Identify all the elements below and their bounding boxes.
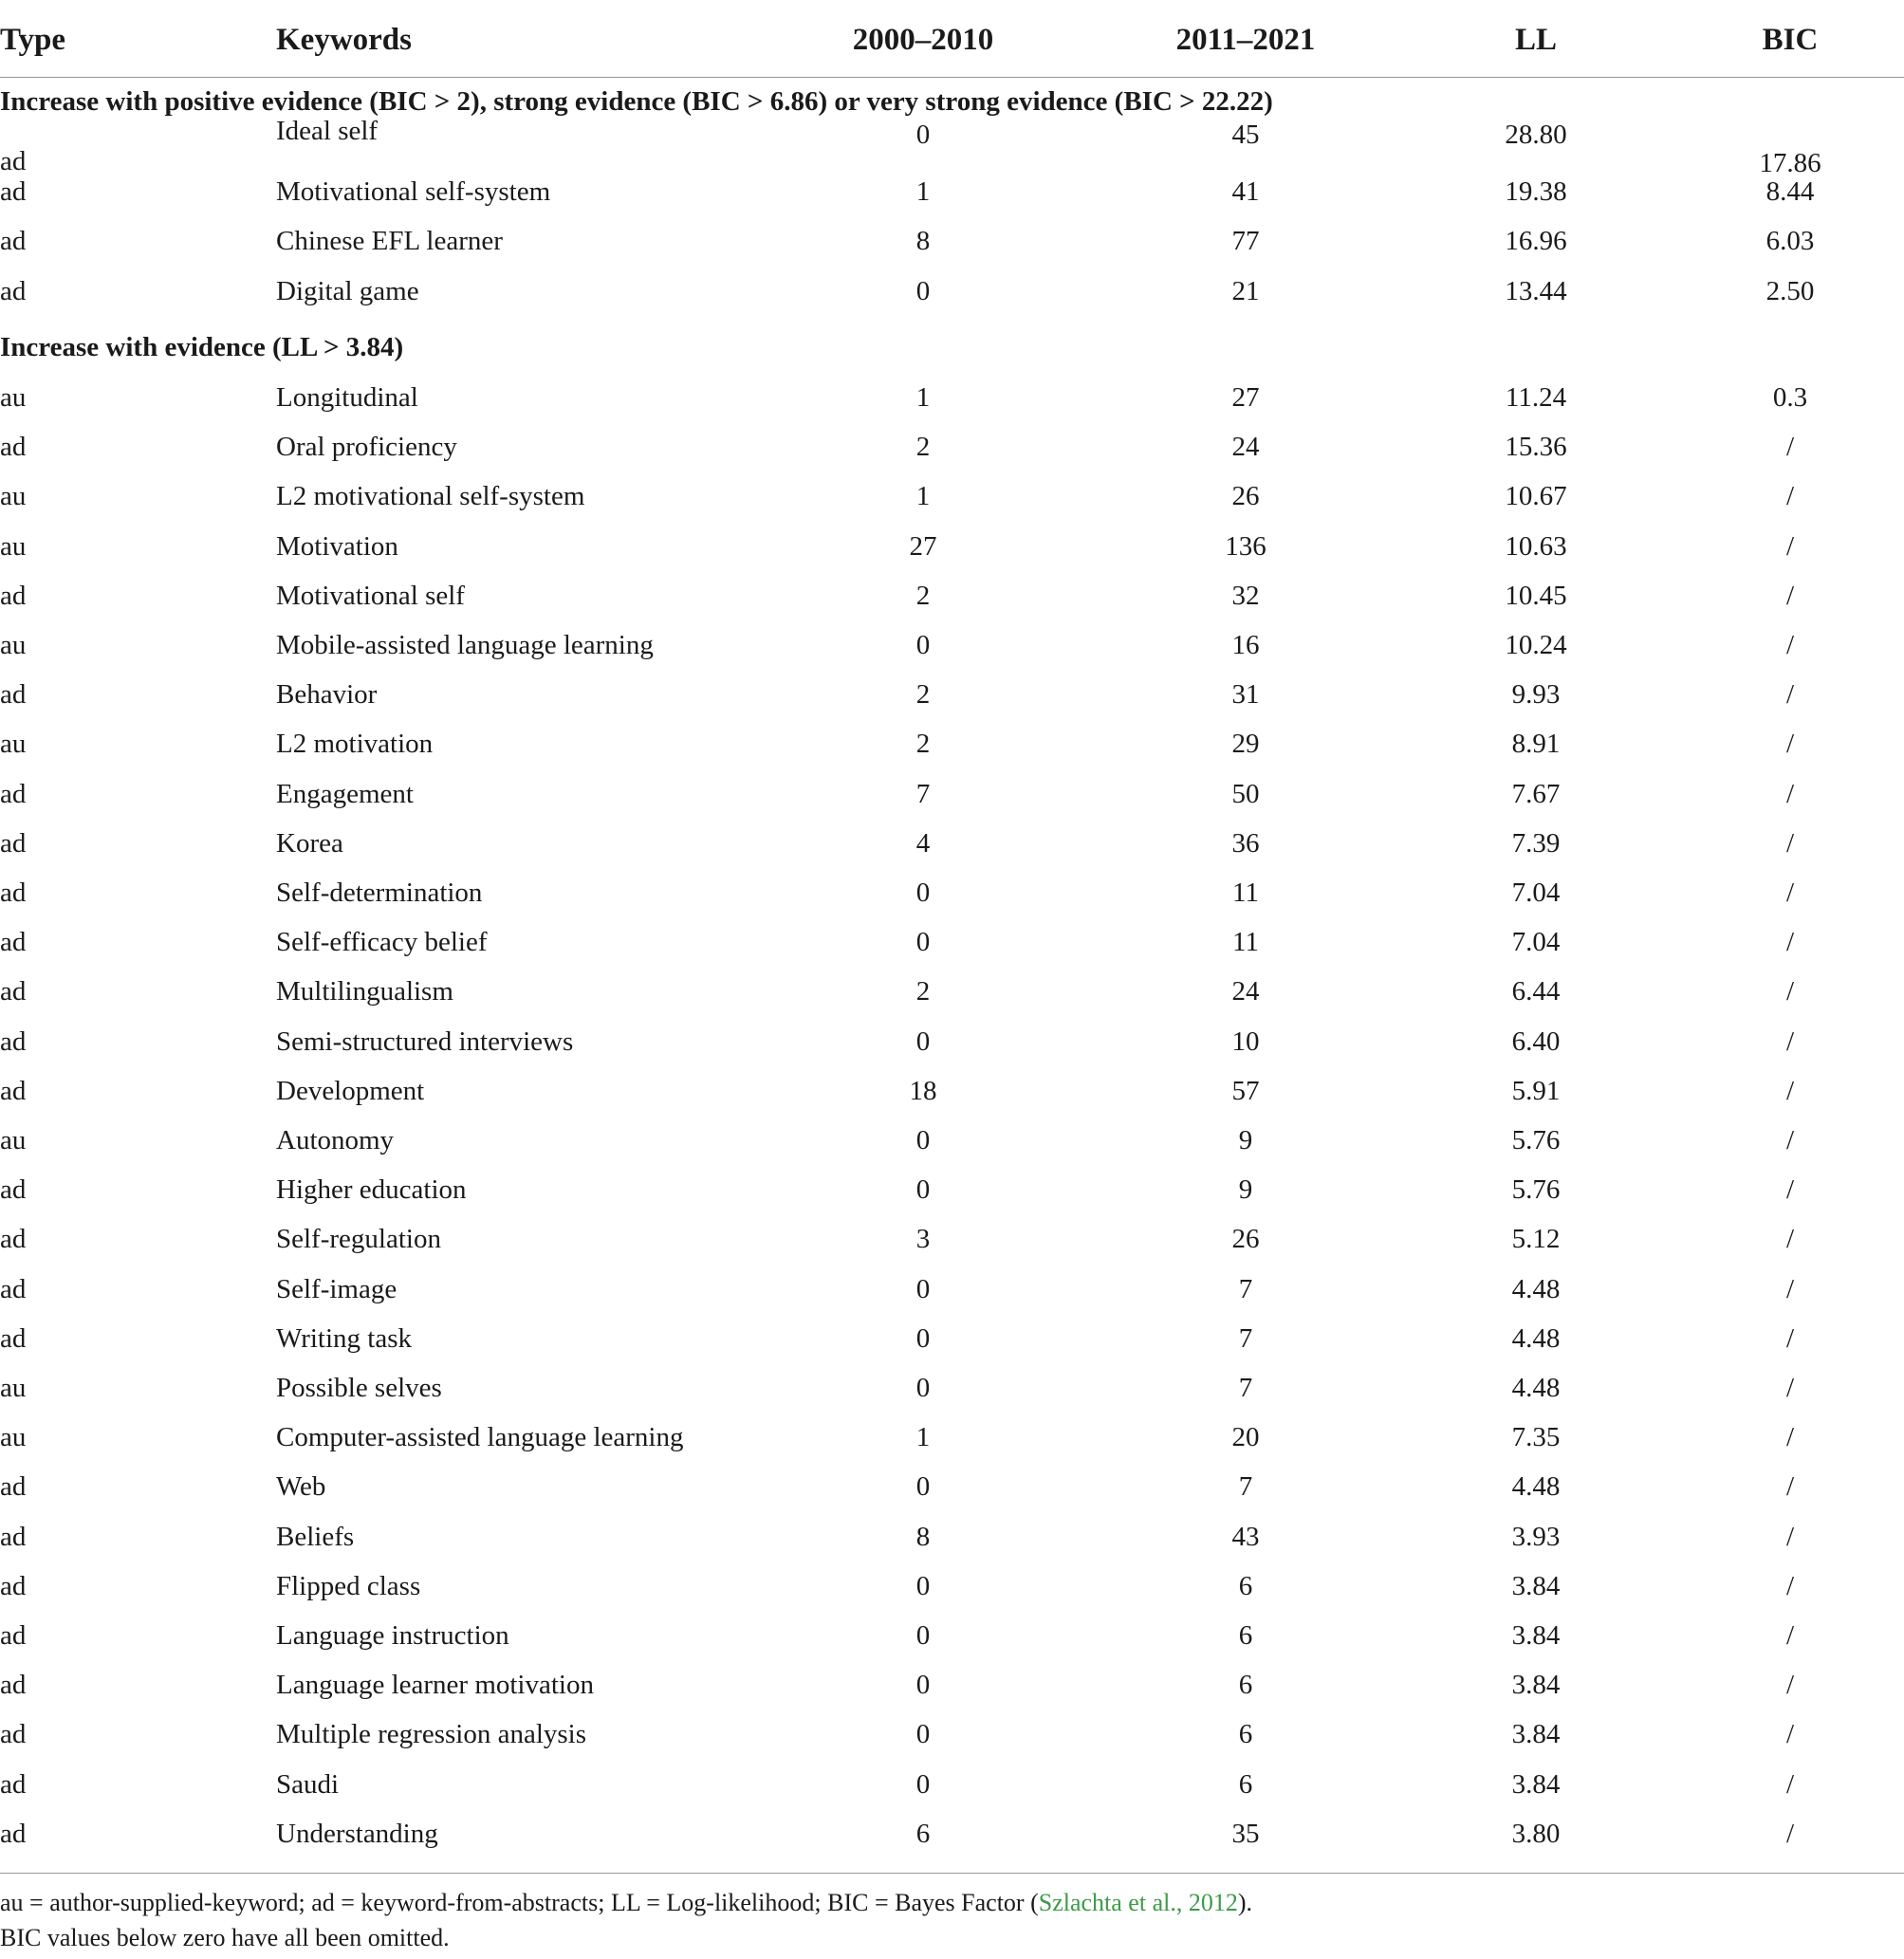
table-header-row: Type Keywords 2000–2010 2011–2021 LL BIC	[0, 13, 1904, 66]
cell-keyword: Saudi	[276, 1768, 340, 1800]
footnote-abbreviations	[0, 1886, 1252, 1920]
header-keywords: Keywords	[276, 23, 412, 57]
cell-keyword: Web	[276, 1471, 326, 1503]
footer-divider	[0, 1873, 1904, 1874]
cell-type: au	[0, 1373, 27, 1403]
cell-type: ad	[0, 1224, 27, 1255]
cell-type: ad	[0, 1570, 27, 1601]
cell-type: ad	[0, 1322, 27, 1354]
cell-type: ad	[0, 679, 27, 711]
cell-keyword: Understanding	[276, 1818, 438, 1849]
table-row: ad Self-determination 0 11 7.04 /	[0, 868, 1904, 917]
cell-keyword: Chinese EFL learner	[276, 226, 503, 257]
table-row: ad Behavior 2 31 9.93 /	[0, 670, 1904, 719]
table-row: ad Digital game 0 21 13.44 2.50	[0, 267, 1904, 316]
cell-keyword: Autonomy	[276, 1125, 395, 1155]
cell-keyword: Semi-structured interviews	[276, 1026, 574, 1057]
cell-keyword: Flipped class	[276, 1570, 421, 1601]
footnote-bic-note: BIC values below zero have all been omitted.	[0, 1924, 450, 1951]
cell-keyword: Beliefs	[276, 1521, 355, 1552]
cell-keyword: L2 motivational self-system	[276, 481, 585, 512]
cell-type: ad	[0, 146, 27, 176]
cell-keyword: Digital game	[276, 275, 419, 306]
table-row: au Mobile-assisted language learning 0 16 10.24 /	[0, 620, 1904, 670]
cell-type: ad	[0, 778, 27, 809]
cell-type: ad	[0, 827, 27, 859]
cell-keyword: Engagement	[276, 778, 414, 809]
cell-type: au	[0, 481, 27, 512]
cell-keyword: Self-regulation	[276, 1224, 441, 1255]
table-row: ad Language learner motivation 0 6 3.84 /	[0, 1660, 1904, 1710]
table-row: ad Motivational self 2 32 10.45 /	[0, 571, 1904, 620]
cell-keyword: Longitudinal	[276, 382, 418, 413]
cell-keyword: Development	[276, 1075, 425, 1106]
cell-keyword: Computer-assisted language learning	[276, 1422, 684, 1453]
table-row: ad Development 18 57 5.91 /	[0, 1066, 1904, 1116]
table-row: ad Self-image 0 7 4.48 /	[0, 1265, 1904, 1314]
table-row: ad Multilingualism 2 24 6.44 /	[0, 967, 1904, 1016]
cell-keyword: Behavior	[276, 679, 378, 711]
header-type: Type	[0, 23, 66, 57]
section-title-evidence: Increase with evidence (LL > 3.84)	[0, 332, 404, 362]
cell-keyword: Higher education	[276, 1174, 467, 1206]
citation-link[interactable]: Szlachta et al., 2012	[1038, 1889, 1238, 1916]
cell-type: ad	[0, 1670, 27, 1701]
cell-type: ad	[0, 1026, 27, 1057]
table-row: ad Ideal self 0 45 28.80 17.86	[0, 118, 1904, 167]
cell-type: ad	[0, 976, 27, 1007]
table-row: ad Self-regulation 3 26 5.12 /	[0, 1214, 1904, 1264]
header-divider	[0, 77, 1904, 78]
cell-keyword: Korea	[276, 827, 343, 859]
cell-type: ad	[0, 878, 27, 908]
cell-keyword: Motivational self-system	[276, 176, 551, 208]
cell-keyword: Multilingualism	[276, 976, 453, 1007]
cell-keyword: Multiple regression analysis	[276, 1719, 587, 1750]
cell-type: au	[0, 630, 27, 660]
cell-type: au	[0, 729, 27, 760]
table-row: au Motivation 27 136 10.63 /	[0, 522, 1904, 571]
cell-keyword: Language learner motivation	[276, 1670, 594, 1701]
cell-keyword: Ideal self	[276, 116, 379, 146]
cell-keyword: Language instruction	[276, 1620, 509, 1651]
table-row: au Longitudinal 1 27 11.24 0.3	[0, 373, 1904, 422]
cell-keyword: L2 motivation	[276, 729, 434, 760]
table-row: ad Oral proficiency 2 24 15.36 /	[0, 422, 1904, 471]
table-row: ad Writing task 0 7 4.48 /	[0, 1314, 1904, 1363]
table-row: ad Korea 4 36 7.39 /	[0, 819, 1904, 868]
table-row: au Possible selves 0 7 4.48 /	[0, 1363, 1904, 1413]
table-row: ad Motivational self-system 1 41 19.38 8.44	[0, 167, 1904, 216]
table-row: ad Self-efficacy belief 0 11 7.04 /	[0, 917, 1904, 967]
cell-type: ad	[0, 927, 27, 958]
cell-type: ad	[0, 1273, 27, 1304]
cell-keyword: Self-efficacy belief	[276, 927, 488, 958]
cell-type: ad	[0, 1174, 27, 1206]
cell-type: ad	[0, 1768, 27, 1800]
table-row: ad Understanding 6 35 3.80 /	[0, 1809, 1904, 1858]
cell-type: ad	[0, 580, 27, 611]
cell-keyword: Self-determination	[276, 878, 483, 908]
cell-type: au	[0, 1422, 27, 1453]
table-row: ad Flipped class 0 6 3.84 /	[0, 1562, 1904, 1611]
cell-type: ad	[0, 1620, 27, 1651]
cell-type: au	[0, 1125, 27, 1155]
table-row: ad Web 0 7 4.48 /	[0, 1462, 1904, 1511]
table-row: au L2 motivational self-system 1 26 10.67 /	[0, 471, 1904, 521]
footnote-abbreviations-text: au = author-supplied-keyword; ad = keyword-from-abstracts; LL = Log-likelihood; BIC = Bayes Factor (	[0, 1889, 1039, 1916]
cell-keyword: Possible selves	[276, 1373, 442, 1403]
cell-keyword: Mobile-assisted language learning	[276, 630, 654, 660]
table-row: au Autonomy 0 9 5.76 /	[0, 1116, 1904, 1165]
table-row: ad Chinese EFL learner 8 77 16.96 6.03	[0, 216, 1904, 266]
table-row: ad Engagement 7 50 7.67 /	[0, 769, 1904, 819]
cell-keyword: Oral proficiency	[276, 432, 457, 463]
table-row: au Computer-assisted language learning 1 20 7.35 /	[0, 1413, 1904, 1462]
cell-keyword: Motivation	[276, 530, 398, 562]
table-row: ad Beliefs 8 43 3.93 /	[0, 1512, 1904, 1562]
cell-type: ad	[0, 1471, 27, 1503]
cell-type: ad	[0, 1719, 27, 1750]
section-title-positive-evidence: Increase with positive evidence (BIC > 2), strong evidence (BIC > 6.86) or very strong evidence (BIC > 22.22)	[0, 86, 1273, 117]
cell-type: au	[0, 530, 27, 562]
cell-type: ad	[0, 1075, 27, 1106]
table-row: ad Saudi 0 6 3.84 /	[0, 1760, 1904, 1809]
cell-type: ad	[0, 1818, 27, 1849]
cell-keyword: Writing task	[276, 1322, 413, 1354]
cell-keyword: Motivational self	[276, 580, 465, 611]
table-row: ad Multiple regression analysis 0 6 3.84 /	[0, 1710, 1904, 1759]
cell-type: ad	[0, 176, 27, 208]
cell-type: ad	[0, 275, 27, 306]
footnote-closing: ).	[1237, 1889, 1253, 1916]
cell-type: ad	[0, 432, 27, 463]
table-row: au L2 motivation 2 29 8.91 /	[0, 719, 1904, 768]
table-row: ad Semi-structured interviews 0 10 6.40 /	[0, 1017, 1904, 1066]
cell-type: au	[0, 382, 27, 413]
table-row: ad Higher education 0 9 5.76 /	[0, 1165, 1904, 1214]
cell-type: ad	[0, 1521, 27, 1552]
cell-type: ad	[0, 226, 27, 257]
cell-keyword: Self-image	[276, 1273, 397, 1304]
table-row: ad Language instruction 0 6 3.84 /	[0, 1611, 1904, 1660]
